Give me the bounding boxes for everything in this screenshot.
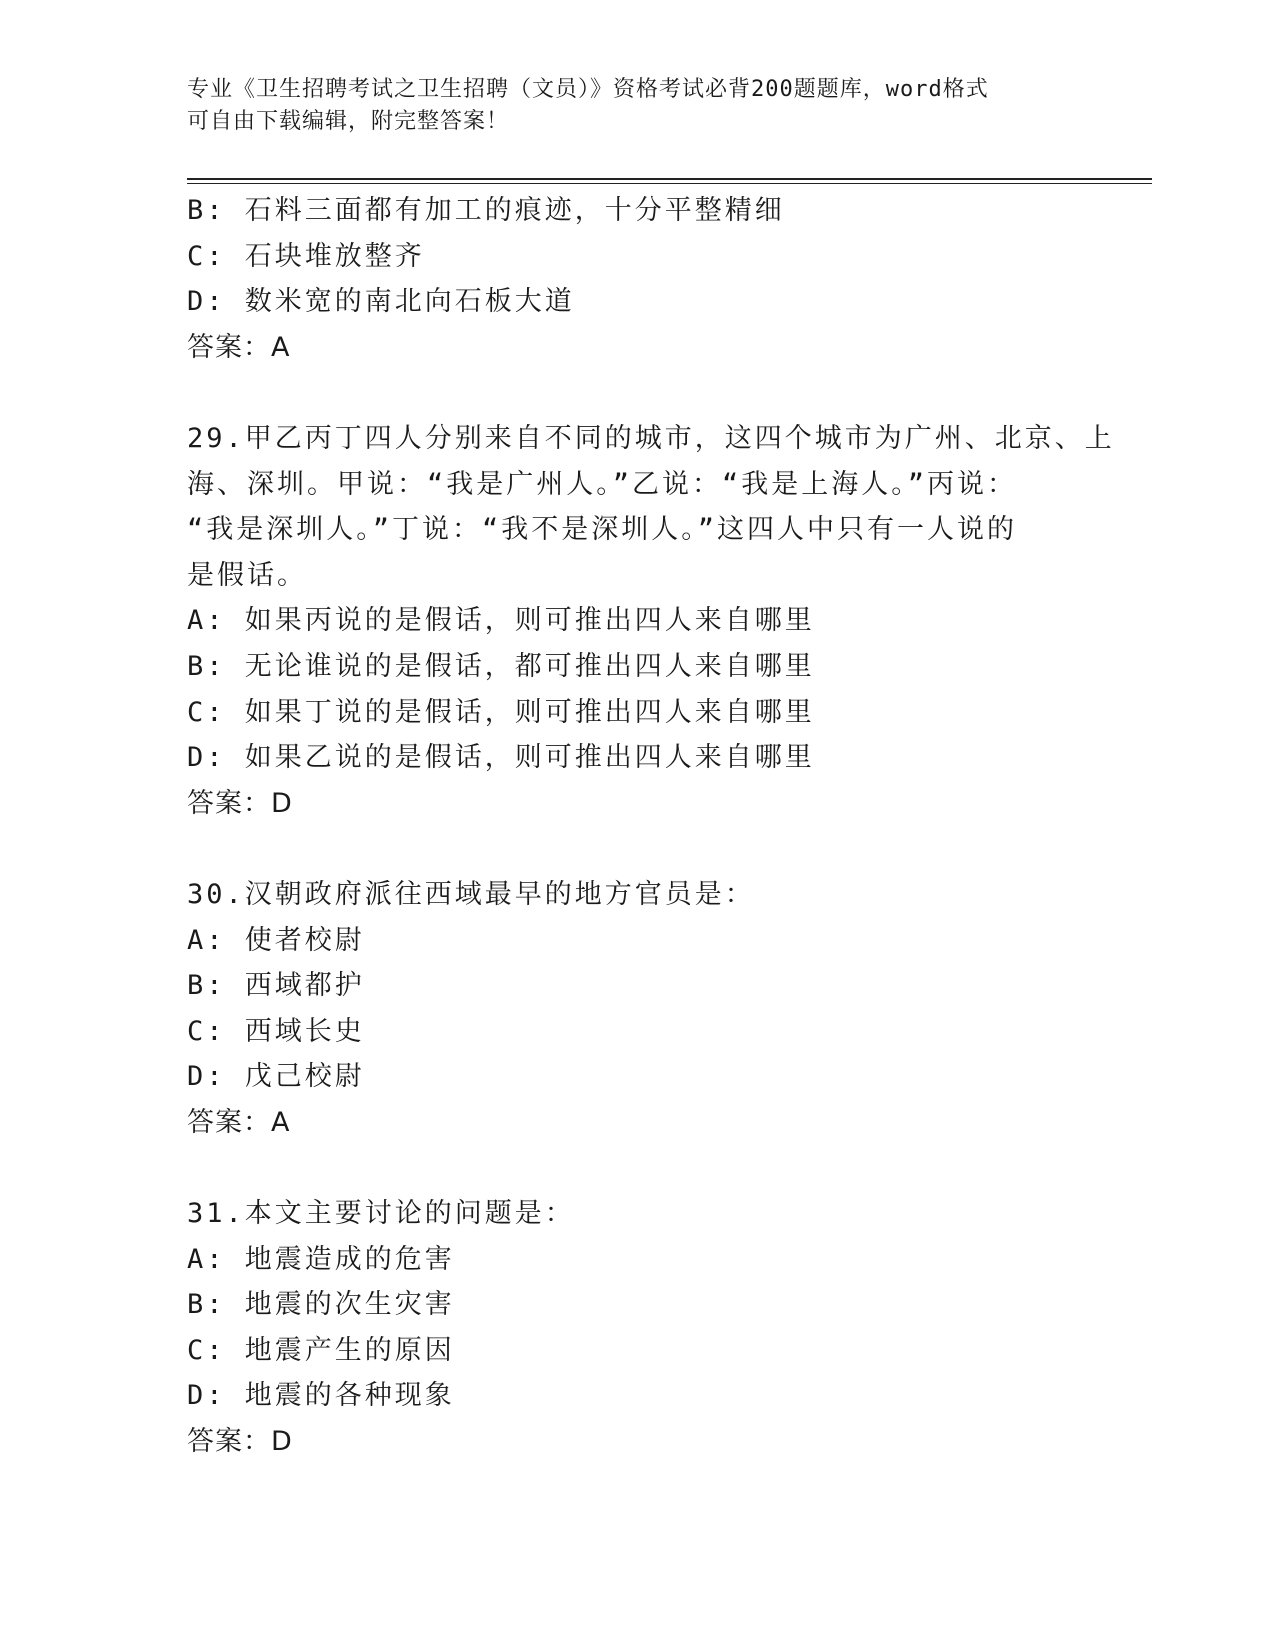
header-divider xyxy=(187,178,1152,184)
question-block-29 xyxy=(187,416,1115,826)
option-a: A: 地震造成的危害 xyxy=(187,1243,455,1275)
spacer xyxy=(187,1145,1087,1191)
question-block-31 xyxy=(187,1191,1087,1465)
question-text-line: 29.甲乙丙丁四人分别来自不同的城市，这四个城市为广州、北京、上 xyxy=(187,422,1115,454)
page-header xyxy=(187,74,1067,138)
answer-line: 答案：A xyxy=(187,331,291,363)
question-text-line: 是假话。 xyxy=(187,559,307,591)
question-text-line: “我是深圳人。”丁说：“我不是深圳人。”这四人中只有一人说的 xyxy=(187,514,1018,546)
question-text-line: 海、深圳。甲说：“我是广州人。”乙说：“我是上海人。”丙说： xyxy=(187,468,1018,500)
header-line-2: 可自由下载编辑，附完整答案！ xyxy=(187,109,510,134)
question-block-30 xyxy=(187,872,1087,1146)
spacer xyxy=(187,370,1087,416)
answer-line: 答案：A xyxy=(187,1106,291,1138)
option-b: B: 地震的次生灾害 xyxy=(187,1289,455,1321)
option-d: D: 戊己校尉 xyxy=(187,1061,365,1093)
answer-line: 答案：D xyxy=(187,1426,293,1458)
answer-line: 答案：D xyxy=(187,787,293,819)
question-block-28 xyxy=(187,188,1087,370)
option-b: B: 西域都护 xyxy=(187,970,365,1002)
option-d: D: 地震的各种现象 xyxy=(187,1380,455,1412)
option-c: C: 地震产生的原因 xyxy=(187,1334,455,1366)
question-text-line: 30.汉朝政府派往西域最早的地方官员是： xyxy=(187,878,755,910)
option-a: A: 使者校尉 xyxy=(187,924,365,956)
question-text-line: 31.本文主要讨论的问题是： xyxy=(187,1198,575,1230)
option-d: D: 如果乙说的是假话，则可推出四人来自哪里 xyxy=(187,742,815,774)
option-c: C: 如果丁说的是假话，则可推出四人来自哪里 xyxy=(187,696,815,728)
option-d: D: 数米宽的南北向石板大道 xyxy=(187,286,575,318)
question-list xyxy=(187,188,1115,1465)
option-c: C: 西域长史 xyxy=(187,1015,365,1047)
spacer xyxy=(187,826,1087,872)
option-b: B: 无论谁说的是假话，都可推出四人来自哪里 xyxy=(187,650,815,682)
option-b: B: 石料三面都有加工的痕迹，十分平整精细 xyxy=(187,195,785,226)
option-c: C: 石块堆放整齐 xyxy=(187,240,425,272)
option-a: A: 如果丙说的是假话，则可推出四人来自哪里 xyxy=(187,605,815,637)
header-line-1: 专业《卫生招聘考试之卫生招聘（文员）》资格考试必背200题题库，word格式 xyxy=(187,77,989,102)
